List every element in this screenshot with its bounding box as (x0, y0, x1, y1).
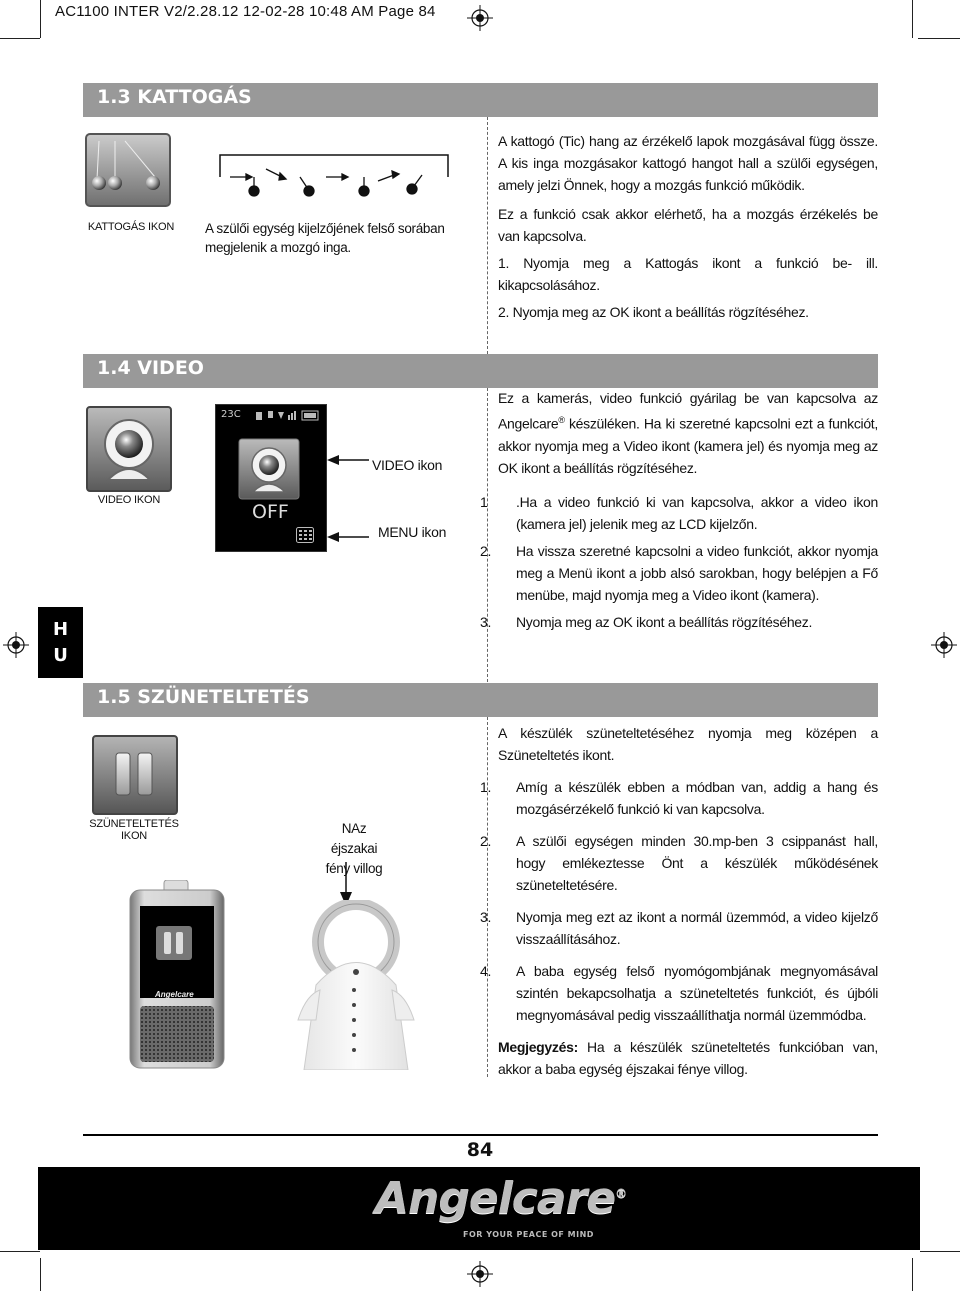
menu-grid-icon (296, 527, 314, 543)
language-letter: U (53, 645, 68, 666)
footer-rule (83, 1134, 878, 1136)
step-1: 1. Nyomja meg a Kattogás ikont a funkció be- ill. kikapcsolásához. (498, 255, 878, 293)
crop-mark (920, 1251, 960, 1252)
print-header: AC1100 INTER V2/2.28.12 12-02-28 10:48 AM Page 84 (55, 3, 436, 20)
video-arrow-icon (327, 453, 369, 467)
device-brand: Angelcare (155, 990, 194, 999)
crop-mark (0, 1251, 40, 1252)
parent-unit-device (128, 880, 226, 1070)
crop-mark (40, 1258, 41, 1291)
crop-mark (912, 0, 913, 38)
video-ikon-label: VIDEO ikon (372, 457, 443, 473)
list-item: 3. Nyomja meg az OK ikont a beállítás rögzítéséhez. (480, 613, 813, 630)
column-divider (487, 117, 488, 354)
registration-mark-icon (3, 632, 29, 658)
brand-registered-mark: ® (615, 1186, 627, 1201)
screen-temperature: 23C (221, 409, 241, 420)
paragraph: Ez a funkció csak akkor elérhető, ha a mozgás érzékelés be van kapcsolva. (498, 206, 878, 244)
kattogas-icon (85, 133, 171, 207)
kattogas-icon-caption: KATTOGÁS IKON (87, 221, 175, 233)
angelcare-logo: Angelcare® (375, 1173, 627, 1224)
language-letter: H (52, 619, 69, 640)
paragraph: A kattogó (Tic) hang az érzékelő lapok mozgásával függ össze. A kis inga mozgásakor kattogó hangot hall a szülői egységen, amely jelzi Önnek, hogy a mozgás funkció működik. (498, 133, 878, 193)
list-item: 4. A baba egység felső nyomógombjának megnyomásával szintén bekapcsolhatja a szüneteltetés funkciót, és újbóli megnyomásával pedig visszaállíthatja normál üzemmódba. (480, 963, 878, 1023)
note-label: Megjegyzés: (498, 1039, 578, 1055)
screen-off-label: OFF (252, 501, 289, 523)
paragraph: A készülék szüneteltetéséhez nyomja meg középen a Szüneteltetés ikont. (498, 725, 878, 763)
night-light-label: NAz éjszakai fény villog (325, 821, 383, 876)
registration-mark-icon (467, 1261, 493, 1287)
screen-video-icon (238, 438, 300, 500)
registered-mark: ® (558, 415, 565, 425)
list-item: 1. Amíg a készülék ebben a módban van, addig a hang és mozgásérzékelő funkció ki van kapcsolva. (480, 779, 878, 817)
language-tab (38, 607, 83, 678)
section-header-szuneteltetes: 1.5 SZÜNETELTETÉS (83, 683, 878, 717)
crop-mark (918, 38, 960, 39)
list-item: 1 .Ha a video funkció ki van kapcsolva, akkor a video ikon (kamera jel) jelenik meg az LCD kijelzőn. (480, 493, 878, 532)
crop-mark (0, 38, 40, 39)
registration-mark-icon (931, 632, 957, 658)
pause-icon-caption: SZÜNETELTETÉS IKON (89, 818, 179, 842)
column-divider (487, 717, 488, 1077)
status-icons (254, 409, 322, 421)
lcd-screen (215, 404, 327, 552)
paragraph: Ez a kamerás, video funkció gyárilag be van kapcsolva az Angelcare® készüléken. Ha ki szeretné kapcsolni ezt a funkciót, akkor nyomja meg a Video ikont (kamera jel) és nyomja meg az OK ikont a beállítás rögzítéséhez. (498, 390, 878, 476)
pause-text (480, 722, 878, 1080)
video-camera-icon (86, 406, 172, 492)
crop-mark (912, 1258, 913, 1291)
pause-icon (92, 735, 178, 815)
note: Megjegyzés: Ha a készülék szüneteltetés funkcióban van, akkor a baba egység éjszakai fénye villog. (498, 1039, 878, 1077)
list-item: 3. Nyomja meg ezt az ikont a normál üzemmód, a video kijelző visszaállításához. (480, 909, 878, 947)
menu-arrow-icon (327, 530, 369, 544)
page-number: 84 (466, 1139, 494, 1161)
column-divider (487, 388, 488, 682)
tagline: FOR YOUR PEACE OF MIND (463, 1230, 594, 1239)
list-item: 2. Ha vissza szeretné kapcsolni a video funkciót, akkor nyomja meg a Menü ikont a jobb alsó sarokban, hogy belépjen a Fő menübe, majd nyomja meg a Video ikont (kamera). (480, 542, 878, 603)
crop-mark (40, 0, 41, 38)
video-icon-caption: VIDEO IKON (97, 494, 161, 506)
section-header-video: 1.4 VIDEO (83, 354, 878, 388)
menu-ikon-label: MENU ikon (378, 524, 447, 540)
baby-unit-device (296, 900, 416, 1070)
pendulum-diagram (218, 153, 450, 199)
kattogas-text (498, 130, 878, 323)
registration-mark-icon (467, 5, 493, 31)
footer-banner (38, 1167, 920, 1250)
video-text (480, 387, 878, 633)
pendulum-diagram-caption: A szülői egység kijelzőjének felső sorában megjelenik a mozgó inga. (205, 221, 445, 255)
section-header-kattogas: 1.3 KATTOGÁS (83, 83, 878, 117)
list-item: 2. A szülői egységen minden 30.mp-ben 3 csippanást hall, hogy emlékeztesse Önt a készülék működésének szüneteltetésére. (480, 833, 878, 893)
step-2: 2. Nyomja meg az OK ikont a beállítás rögzítéséhez. (498, 304, 809, 320)
